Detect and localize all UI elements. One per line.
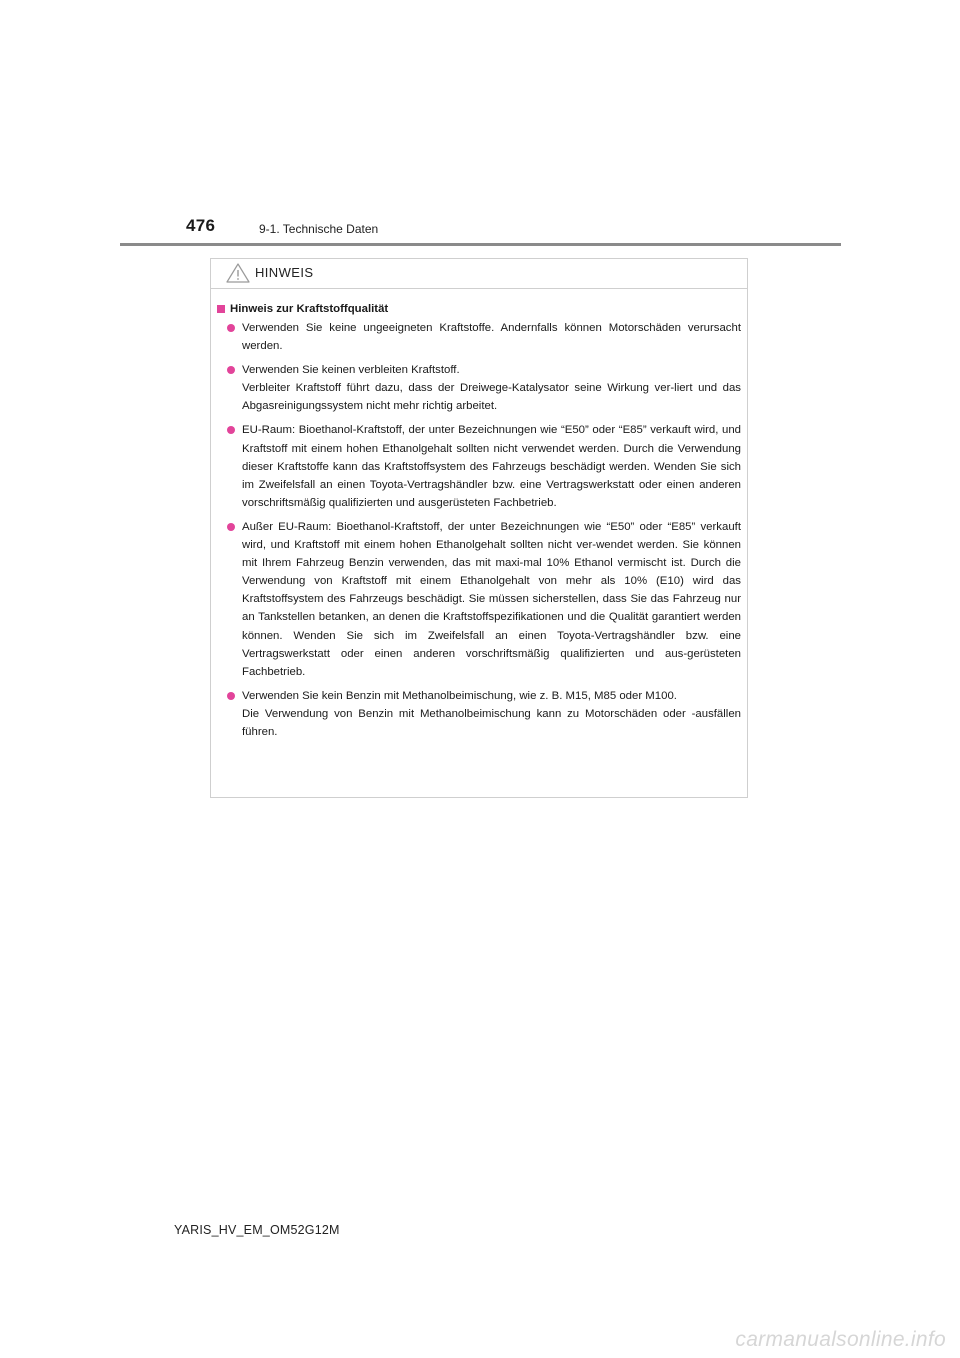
- item-paragraph: Außer EU-Raum: Bioethanol-Kraftstoff, der unter Bezeichnungen wie “E50” oder “E85” verkauft wird, und Kraftstoff mit einem hohen Ethanolgehalt sollten nicht ver-wendet werden. Sie können mit Ihrem Fahrzeug Benzin verwenden, das mit maxi-mal 10% Ethanol vermischt ist. Durch die Verwendung von Kraftstoff mit einem Ethanolgehalt von mehr als 10% (E10) wird das Kraftstoffsystem des Fahrzeugs beschädigt. Sie müssen sicherstellen, dass Sie das Fahrzeug nur an Tankstellen betanken, an denen die Kraftstoffspezifikationen und die Qualität garantiert werden können. Wenden Sie sich im Zweifelsfall an einen Toyota-Vertragshändler bzw. eine Vertragswerkstatt oder einen anderen vorschriftsmäßig qualifizierten und aus-gerüsteten Fachbetrieb.: [242, 520, 741, 678]
- notice-subheading: [217, 303, 741, 315]
- round-bullet-icon: [227, 692, 235, 700]
- list-item: [217, 518, 741, 681]
- round-bullet-icon: [227, 523, 235, 531]
- item-paragraph: Verbleiter Kraftstoff führt dazu, dass der Dreiwege-Katalysator seine Wirkung ver-liert und das Abgasreinigungssystem nicht mehr richtig arbeitet.: [242, 382, 741, 413]
- notice-body: [211, 289, 747, 741]
- header-divider: [120, 243, 841, 246]
- square-bullet-icon: [217, 305, 225, 313]
- document-code: YARIS_HV_EM_OM52G12M: [174, 1223, 340, 1237]
- item-paragraph: EU-Raum: Bioethanol-Kraftstoff, der unter Bezeichnungen wie “E50” oder “E85” verkauft wird, und Kraftstoff mit einem hohen Ethanolgehalt sollten nicht verwendet werden. Durch die Verwendung dieser Kraftstoffe kann das Kraftstoffsystem des Fahrzeugs beschädigt werden. Wenden Sie sich im Zweifelsfall an einen Toyota-Vertragshändler bzw. eine Vertragswerkstatt oder einen anderen vorschriftsmäßig qualifizierten und ausgerüsteten Fachbetrieb.: [242, 424, 741, 509]
- round-bullet-icon: [227, 426, 235, 434]
- notice-box: [210, 258, 748, 798]
- list-item: [217, 421, 741, 511]
- item-paragraph: Verwenden Sie keinen verbleiten Kraftstoff.: [242, 364, 460, 377]
- subheading-text: Hinweis zur Kraftstoffqualität: [230, 303, 389, 315]
- watermark: carmanualsonline.info: [735, 1328, 946, 1351]
- round-bullet-icon: [227, 366, 235, 374]
- page-number: 476: [186, 216, 216, 235]
- warning-triangle-icon: [225, 262, 251, 284]
- section-title: 9-1. Technische Daten: [259, 222, 379, 236]
- list-item: [217, 319, 741, 355]
- round-bullet-icon: [227, 324, 235, 332]
- list-item: [217, 361, 741, 415]
- notice-title: HINWEIS: [255, 265, 314, 280]
- list-item: [217, 687, 741, 741]
- item-paragraph: Verwenden Sie kein Benzin mit Methanolbeimischung, wie z. B. M15, M85 oder M100.: [242, 689, 677, 702]
- item-paragraph: Verwenden Sie keine ungeeigneten Kraftstoffe. Andernfalls können Motorschäden verursacht werden.: [242, 322, 741, 353]
- notice-header: [211, 259, 747, 289]
- item-paragraph: Die Verwendung von Benzin mit Methanolbeimischung kann zu Motorschäden oder -ausfällen führen.: [242, 707, 741, 738]
